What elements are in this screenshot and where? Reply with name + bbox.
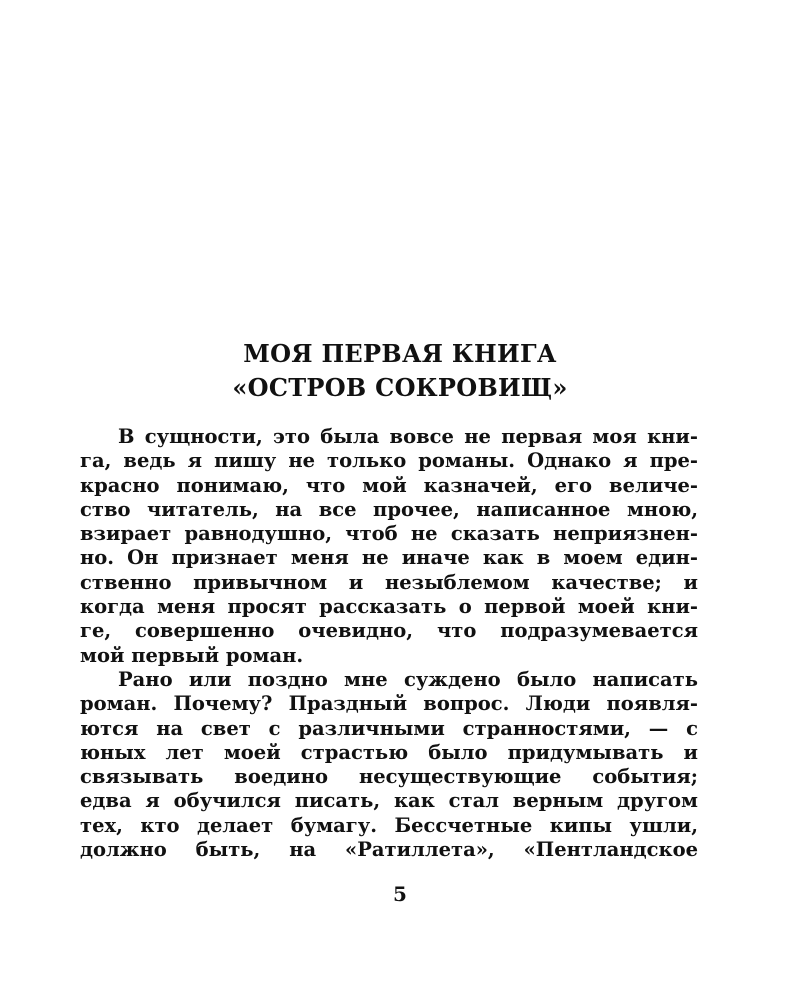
text-line: ство читатель, на все прочее, написанное мною, <box>80 497 698 521</box>
paragraph <box>80 668 698 862</box>
chapter-title <box>80 337 720 405</box>
text-line: но. Он признает меня не иначе как в моем един- <box>80 546 698 570</box>
text-line: га, ведь я пишу не только романы. Однако я пре- <box>80 449 698 473</box>
text-line: роман. Почему? Праздный вопрос. Люди появля- <box>80 692 698 716</box>
text-line: ге, совершенно очевидно, что подразумевается <box>80 619 698 643</box>
text-line: В сущности, это была вовсе не первая моя кни- <box>118 425 698 448</box>
text-line: мой первый роман. <box>80 643 304 667</box>
text-line: ются на свет с различными странностями, — с <box>80 716 698 740</box>
text-line: едва я обучился писать, как стал верным другом <box>80 789 698 813</box>
text-line: Рано или поздно мне суждено было написать <box>118 667 698 691</box>
body-text <box>80 425 698 862</box>
text-line: должно быть, на «Ратиллета», «Пентландское <box>80 838 698 862</box>
text-line: взирает равнодушно, чтоб не сказать неприязнен- <box>80 522 698 546</box>
chapter-title-line: «ОСТРОВ СОКРОВИЩ» <box>232 373 568 402</box>
page-number: 5 <box>393 882 407 906</box>
text-line: ственно привычном и незыблемом качестве; и <box>80 570 698 594</box>
chapter-title-line: МОЯ ПЕРВАЯ КНИГА <box>243 339 557 368</box>
text-line: связывать воедино несуществующие события; <box>80 765 698 789</box>
text-line: когда меня просят рассказать о первой моей кни- <box>80 595 698 619</box>
paragraph <box>80 425 698 668</box>
text-line: тех, кто делает бумагу. Бессчетные кипы ушли, <box>80 813 698 837</box>
text-line: красно понимаю, что мой казначей, его величе- <box>80 473 698 497</box>
text-line: юных лет моей страстью было придумывать и <box>80 740 698 764</box>
